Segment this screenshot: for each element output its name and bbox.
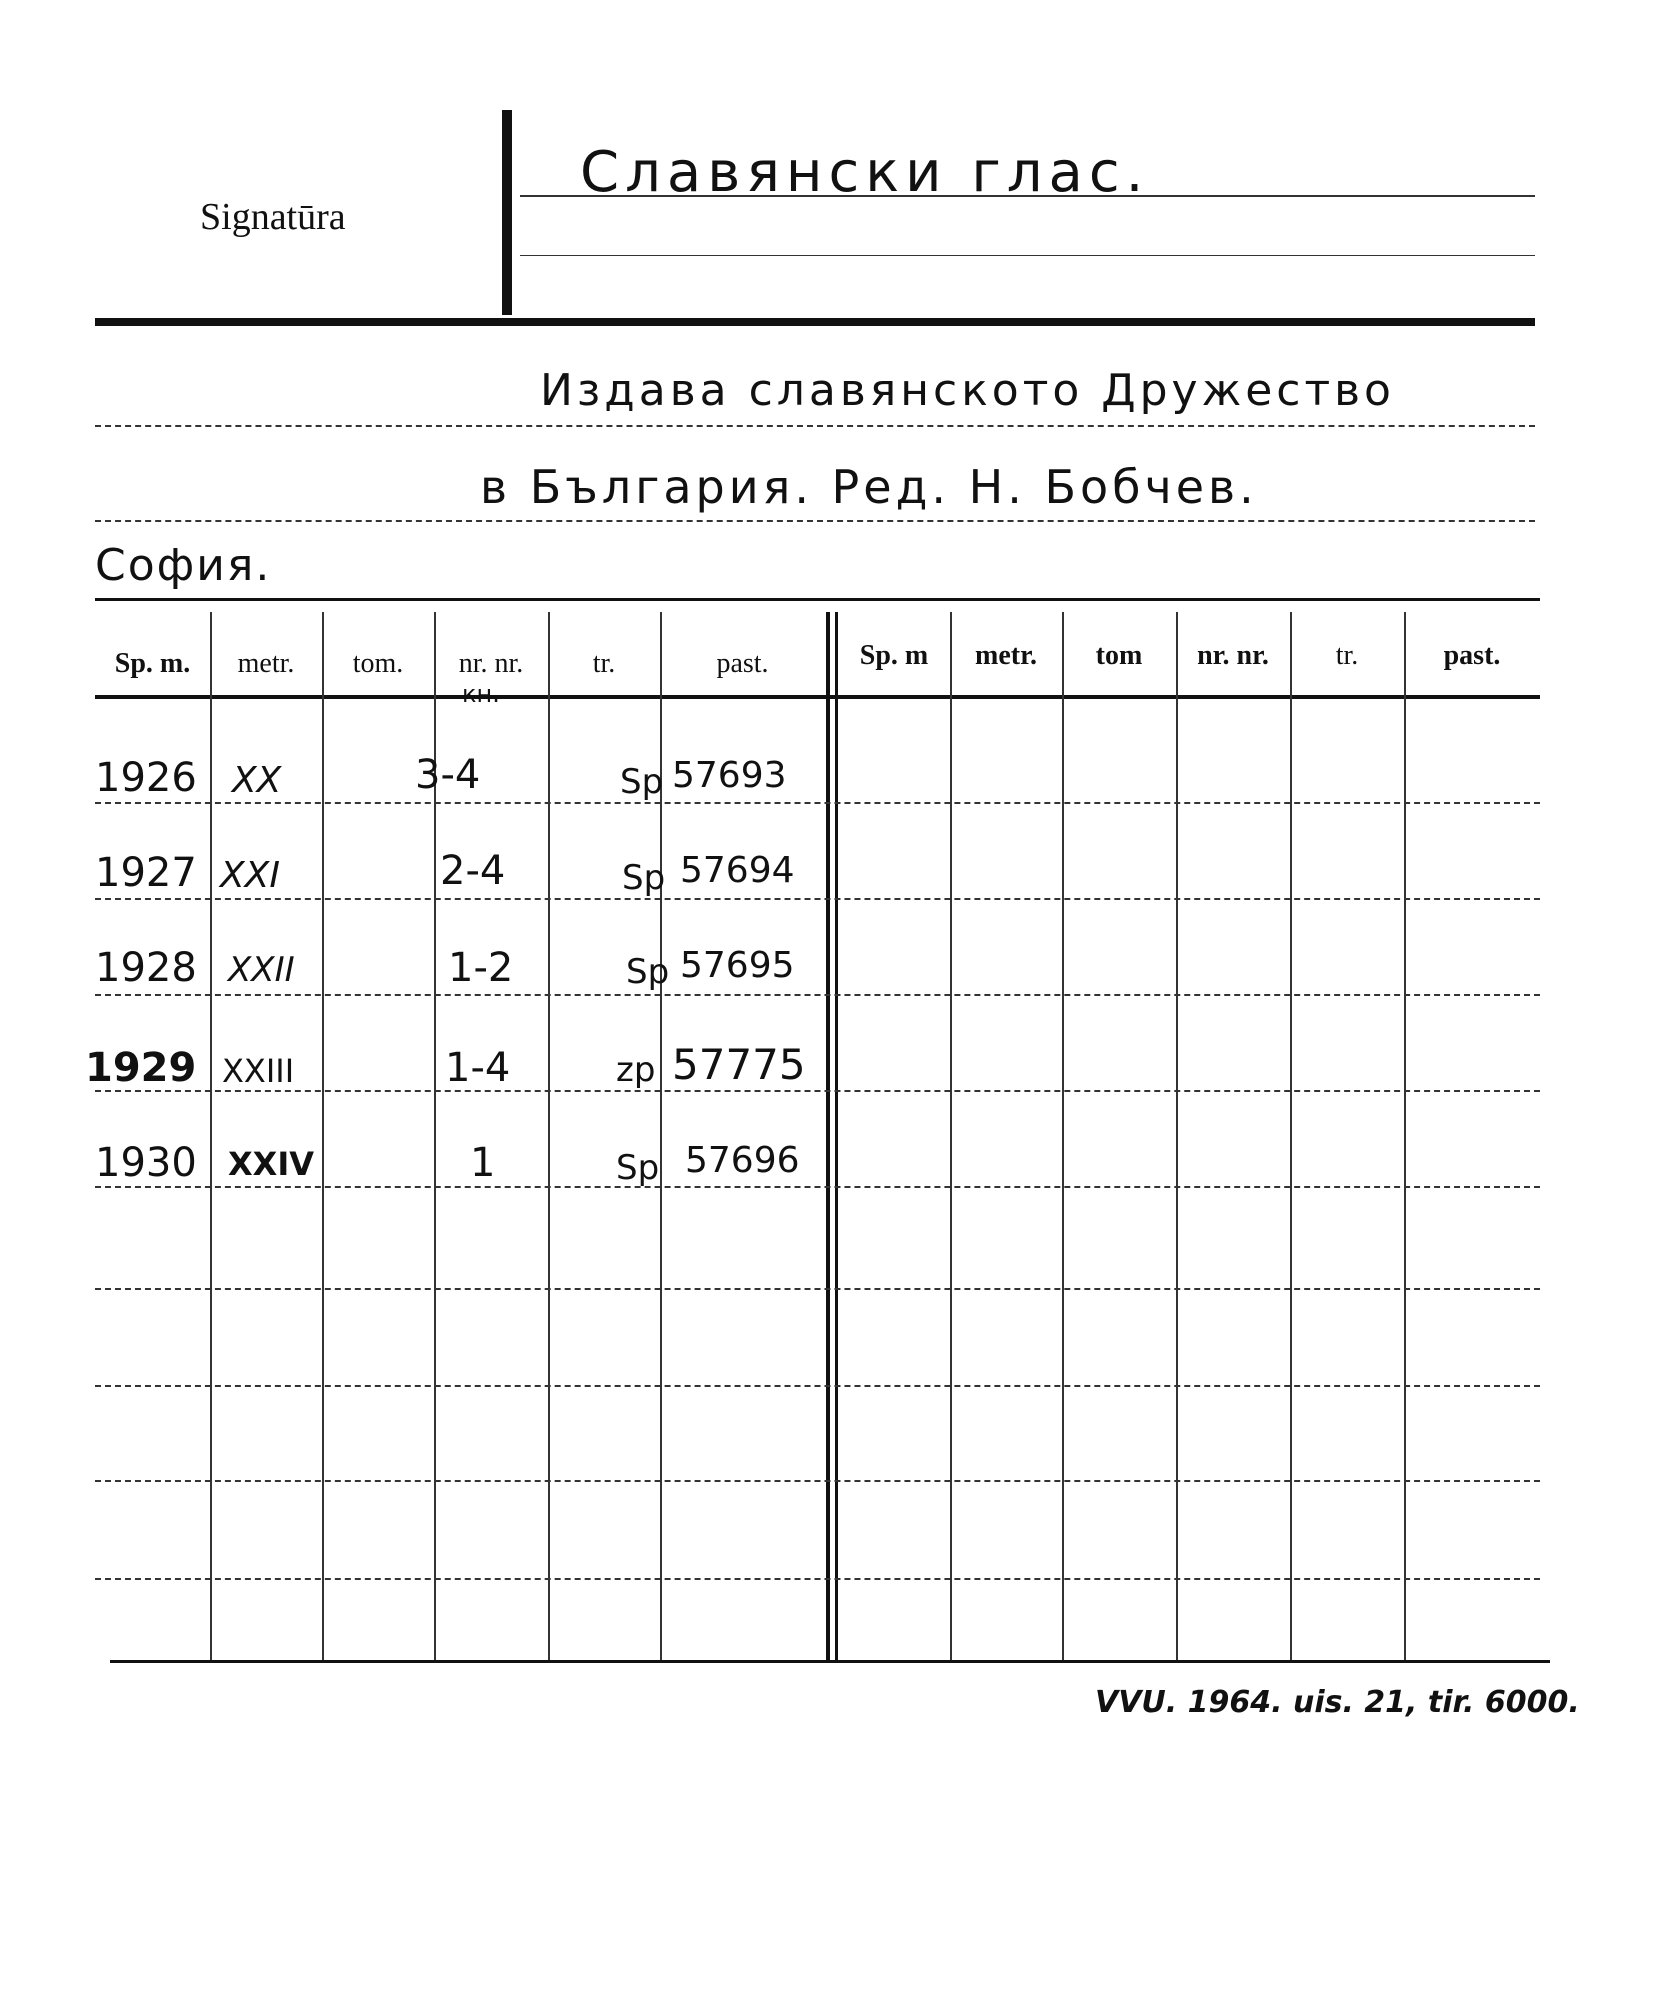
header-sp-m-right: Sp. m (859, 640, 929, 671)
row-rule-7 (95, 1385, 1540, 1387)
cell-past: 57695 (680, 945, 795, 986)
table-header-rule (95, 695, 1540, 699)
cell-year: 1930 (95, 1140, 197, 1186)
header-tr: tr. (592, 648, 616, 679)
cell-past: 57693 (672, 755, 787, 796)
header-nr-nr: nr. nr. (458, 648, 524, 679)
header-tom: tom. (352, 648, 404, 679)
row-rule-5 (95, 1186, 1540, 1188)
cell-tr: zp (616, 1050, 656, 1090)
table-bottom-rule (110, 1660, 1550, 1663)
header-tr-right: tr. (1335, 640, 1359, 671)
cell-metr: XXII (228, 950, 295, 990)
header-past: past. (716, 648, 769, 679)
cell-past: 57694 (680, 850, 795, 891)
cell-metr: XXIII (222, 1052, 295, 1090)
periodical-title: Славянски глас. (580, 140, 1150, 205)
col-line-8 (1062, 612, 1064, 1662)
publisher-rule-2 (95, 520, 1535, 522)
col-line-9 (1176, 612, 1178, 1662)
cell-nr: 1-4 (445, 1045, 511, 1091)
cell-year: 1927 (95, 850, 197, 896)
cell-past: 57775 (672, 1040, 806, 1089)
header-nr-sub: кн. (462, 680, 500, 708)
row-rule-6 (95, 1288, 1540, 1290)
header-past-right: past. (1443, 640, 1501, 671)
row-rule-3 (95, 994, 1540, 996)
signatura-divider (502, 110, 512, 315)
header-metr-right: metr. (975, 640, 1037, 671)
publisher-line-1: Издава славянското Дружество (540, 365, 1395, 416)
cell-tr: Sp (622, 858, 666, 898)
header-metr: metr. (237, 648, 295, 679)
cell-tr: Sp (620, 762, 664, 802)
center-divider (826, 612, 838, 1662)
cell-tr: Sp (616, 1148, 660, 1188)
cell-nr: 1 (470, 1140, 496, 1186)
cell-metr: XXIV (228, 1145, 315, 1183)
cell-year: 1929 (85, 1045, 197, 1091)
col-line-2 (322, 612, 324, 1662)
title-line-2 (520, 255, 1535, 256)
col-line-4 (548, 612, 550, 1662)
signatura-label: Signatūra (200, 196, 346, 238)
cell-nr: 1-2 (448, 945, 514, 991)
publisher-rule-1 (95, 425, 1535, 427)
row-rule-4 (95, 1090, 1540, 1092)
cell-metr: XX (232, 760, 282, 801)
header-nr-nr-right: nr. nr. (1197, 640, 1269, 671)
col-line-7 (950, 612, 952, 1662)
publisher-line-2: в България. Ред. Н. Бобчев. (480, 460, 1258, 514)
col-line-1 (210, 612, 212, 1662)
cell-nr: 2-4 (440, 848, 506, 894)
col-line-11 (1404, 612, 1406, 1662)
row-rule-1 (95, 802, 1540, 804)
cell-year: 1928 (95, 945, 197, 991)
col-line-10 (1290, 612, 1292, 1662)
cell-past: 57696 (685, 1140, 800, 1181)
header-sp-m: Sp. m. (114, 648, 191, 679)
cell-year: 1926 (95, 755, 197, 801)
cell-tr: Sp (626, 952, 670, 992)
row-rule-8 (95, 1480, 1540, 1482)
print-imprint: VVU. 1964. uis. 21, tir. 6000. (1095, 1685, 1580, 1720)
table-top-rule (95, 598, 1540, 601)
row-rule-2 (95, 898, 1540, 900)
row-rule-9 (95, 1578, 1540, 1580)
header-tom-right: tom (1095, 640, 1143, 671)
cell-nr: 3-4 (415, 752, 481, 798)
header-rule (95, 318, 1535, 326)
title-underline (520, 195, 1535, 197)
place-of-publication: София. (95, 540, 272, 591)
cell-metr: XXI (220, 855, 280, 896)
